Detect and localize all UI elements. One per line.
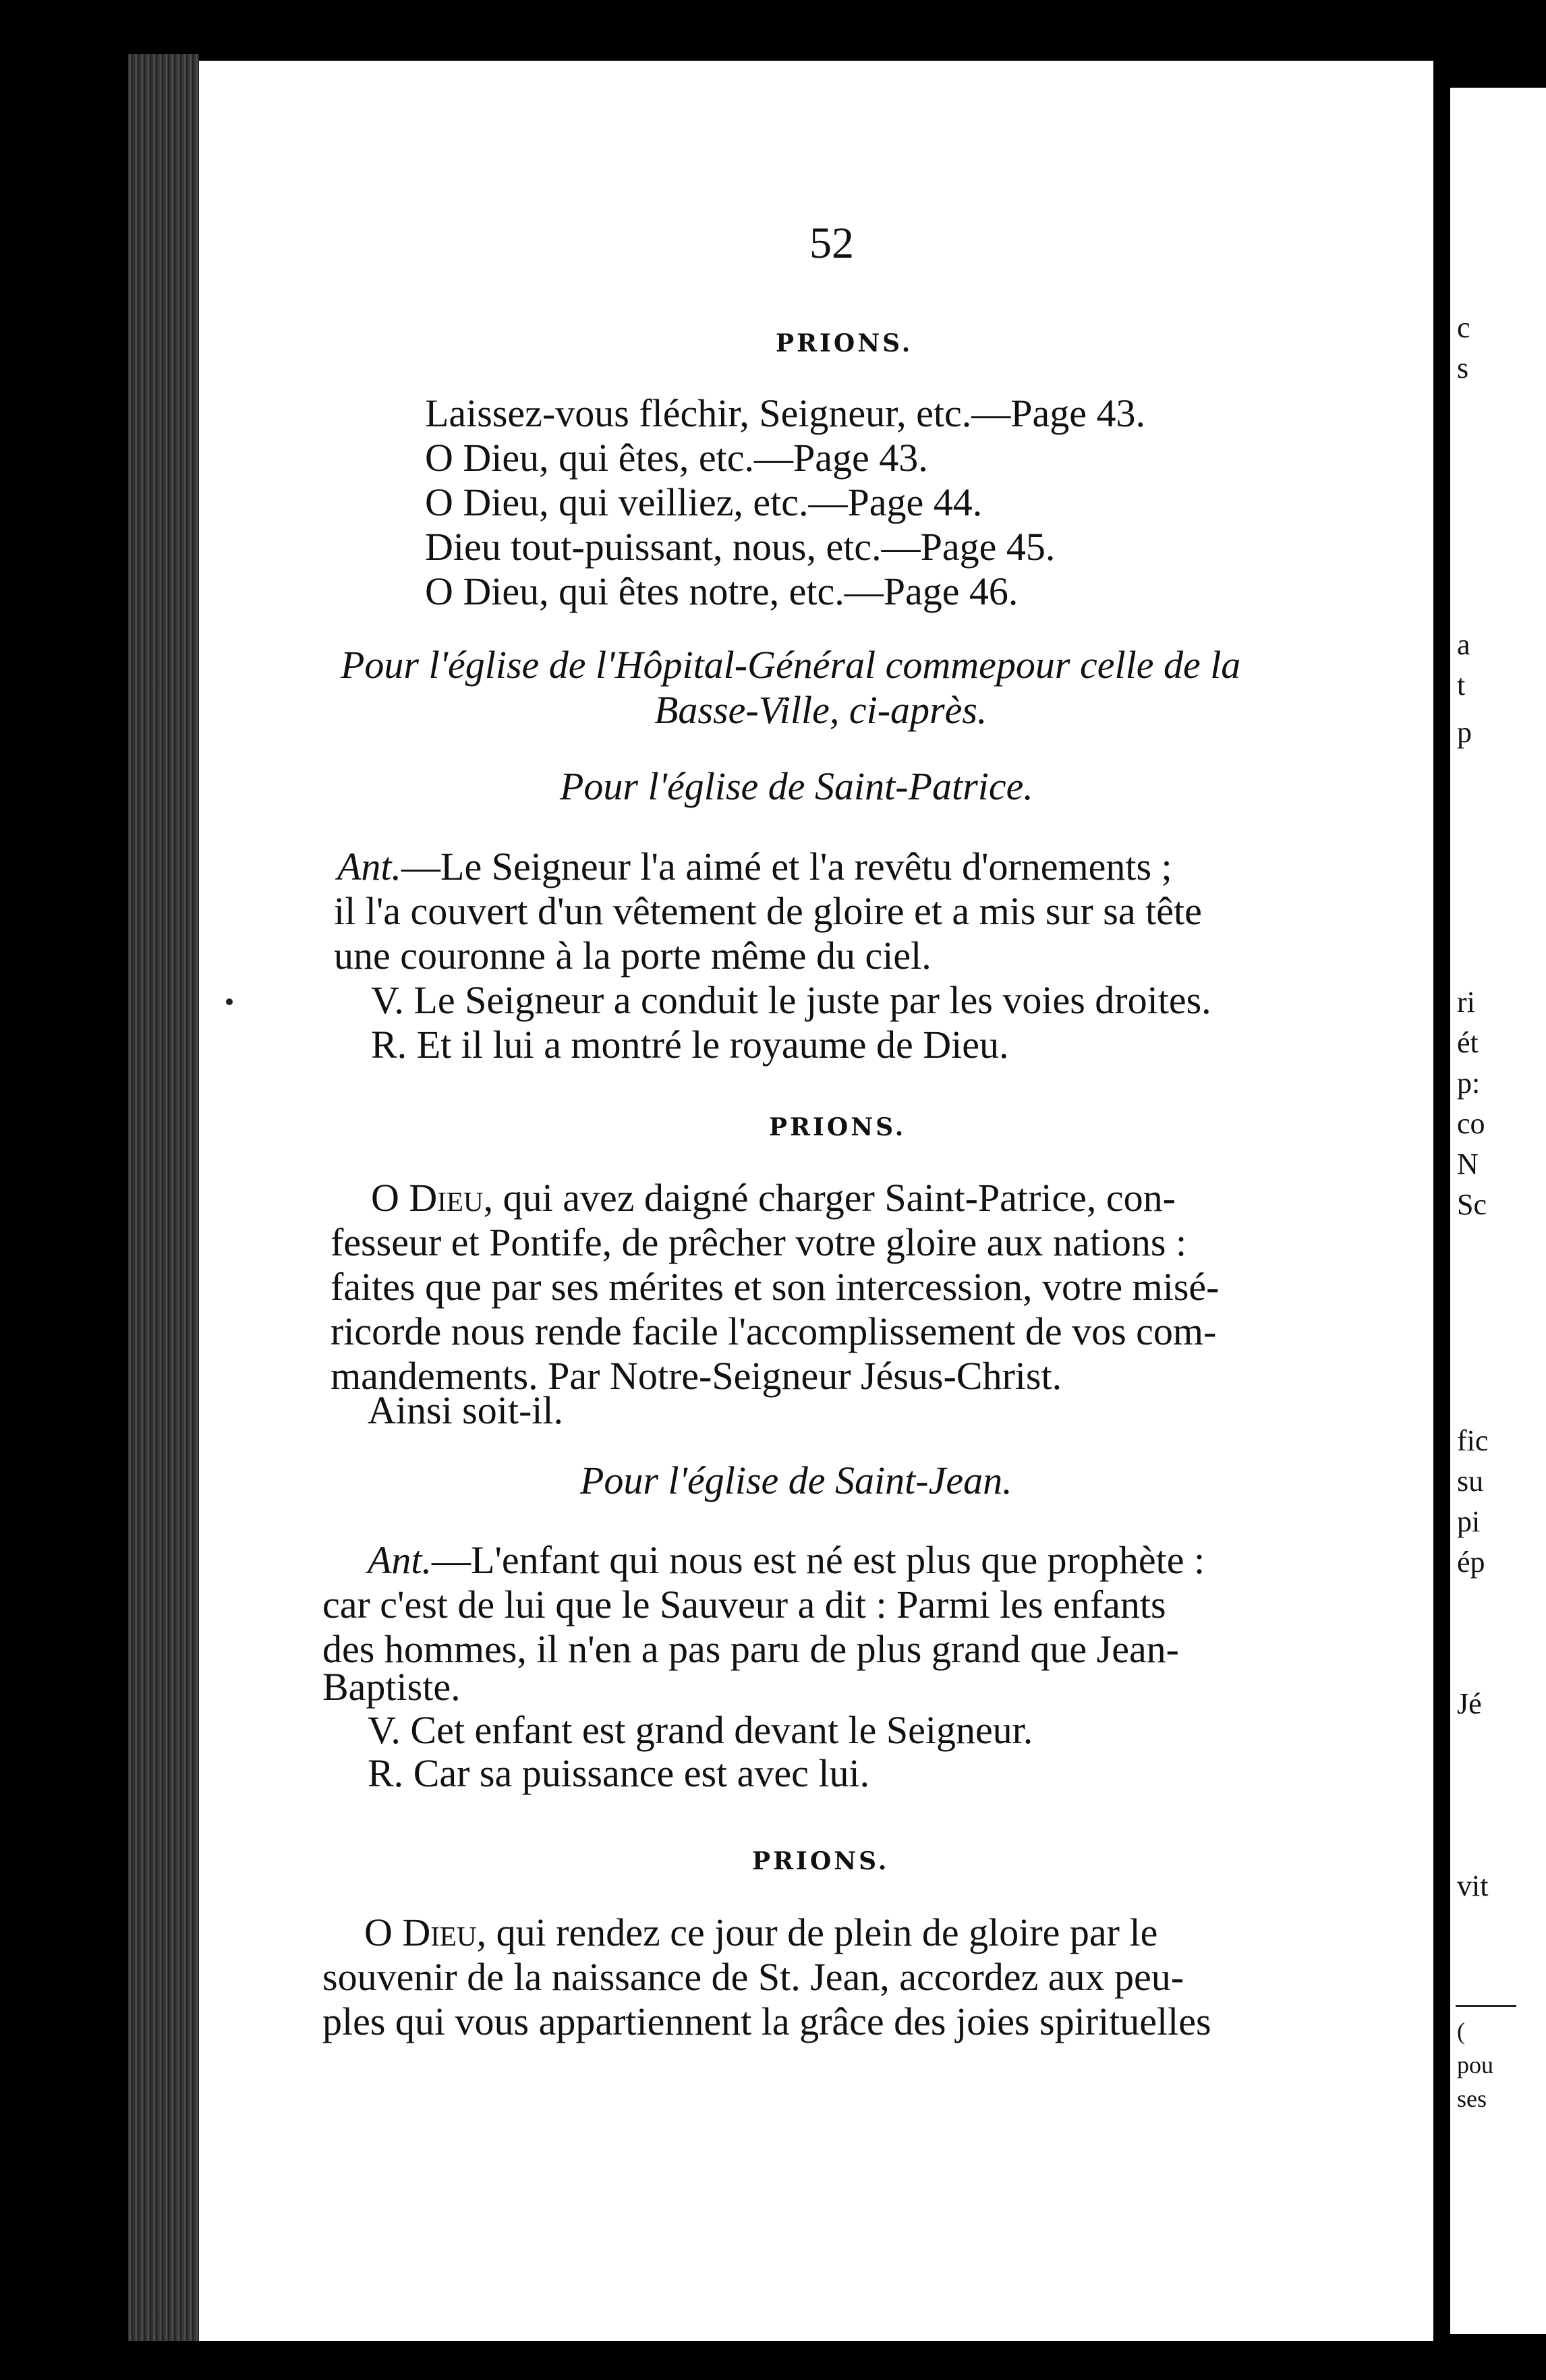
- antiphon-line: il l'a couvert d'un vêtement de gloire et a mis sur sa tête: [334, 889, 1202, 933]
- reference-line: O Dieu, qui êtes, etc.—Page 43.: [425, 436, 928, 480]
- antiphon-line: une couronne à la porte même du ciel.: [334, 934, 932, 978]
- prayer-line: ricorde nous rende facile l'accomplissement de vos com-: [331, 1309, 1217, 1353]
- fragment: pi: [1457, 1505, 1481, 1538]
- fragment: t: [1457, 669, 1466, 702]
- antiphon-line: [337, 846, 1172, 888]
- page-gutter: [1433, 61, 1450, 2341]
- fragment: N: [1457, 1148, 1479, 1181]
- prayer-line: [364, 1912, 1157, 1954]
- fragment: pou: [1457, 2051, 1493, 2078]
- section-title: Pour l'église de Saint-Jean.: [580, 1458, 1012, 1502]
- fragment: ri: [1457, 986, 1475, 1019]
- antiphon-text: —Le Seigneur l'a aimé et l'a revêtu d'ornements ;: [401, 845, 1172, 888]
- antiphon-line: [368, 1539, 1205, 1581]
- book-binding: [128, 54, 199, 2341]
- rubric-line: Basse-Ville, ci-après.: [654, 688, 987, 732]
- reference-line: Laissez-vous fléchir, Seigneur, etc.—Page 43.: [425, 391, 1146, 435]
- prayer-line: mandements. Par Notre-Seigneur Jésus-Christ.: [331, 1354, 1062, 1398]
- page-number: 52: [809, 219, 854, 268]
- prayer-dieu: Dieu: [402, 1910, 477, 1954]
- fragment: c: [1457, 311, 1470, 344]
- fragment: fic: [1457, 1424, 1489, 1457]
- prayer-line: [371, 1177, 1176, 1219]
- antiphon-line: des hommes, il n'en a pas paru de plus grand que Jean-: [322, 1627, 1179, 1671]
- section-heading: PRIONS.: [752, 1847, 890, 1875]
- fragment: p:: [1457, 1067, 1481, 1100]
- prayer-text: , qui avez daigné charger Saint-Patrice, con-: [483, 1176, 1176, 1220]
- versicle-label: V.: [368, 1708, 401, 1752]
- reference-line: Dieu tout-puissant, nous, etc.—Page 45.: [425, 525, 1056, 569]
- prayer-dieu: Dieu: [409, 1176, 484, 1220]
- response-label: R.: [368, 1751, 404, 1795]
- section-heading: PRIONS.: [776, 329, 913, 358]
- fragment: Sc: [1457, 1188, 1487, 1221]
- fragment: su: [1457, 1465, 1484, 1498]
- versicle-line: [368, 1709, 1033, 1751]
- antiphon-label: Ant.: [337, 845, 402, 888]
- fragment: Jé: [1457, 1687, 1482, 1720]
- section-heading: PRIONS.: [769, 1113, 907, 1141]
- antiphon-line: car c'est de lui que le Sauveur a dit : Parmi les enfants: [322, 1583, 1166, 1626]
- margin-mark: [226, 998, 233, 1005]
- response-text: Car sa puissance est avec lui.: [413, 1751, 870, 1795]
- response-line: [371, 1024, 1008, 1066]
- versicle-text: Le Seigneur a conduit le juste par les voies droites.: [413, 978, 1211, 1022]
- fragment: ét: [1457, 1026, 1479, 1059]
- next-page-edge: [1450, 88, 1546, 2334]
- rubric-line: Pour l'église de l'Hôpital-Général commepour celle de la: [341, 643, 1241, 687]
- versicle-text: Cet enfant est grand devant le Seigneur.: [410, 1708, 1033, 1752]
- response-line: [368, 1753, 869, 1794]
- prayer-line: Ainsi soit-il.: [368, 1388, 564, 1432]
- fragment: s: [1457, 351, 1469, 385]
- versicle-line: [371, 980, 1211, 1021]
- response-text: Et il lui a montré le royaume de Dieu.: [416, 1023, 1009, 1067]
- fragment: a: [1457, 628, 1470, 661]
- fragment: ép: [1457, 1546, 1485, 1579]
- antiphon-text: —L'enfant qui nous est né est plus que prophète :: [432, 1538, 1205, 1582]
- prayer-text: , qui rendez ce jour de plein de gloire par le: [476, 1910, 1158, 1954]
- fragment: (: [1457, 2018, 1465, 2045]
- prayer-line: ples qui vous appartiennent la grâce des joies spirituelles: [322, 2000, 1211, 2043]
- fragment: p: [1457, 716, 1472, 749]
- prayer-line: fesseur et Pontife, de prêcher votre gloire aux nations :: [331, 1220, 1187, 1264]
- reference-line: O Dieu, qui veilliez, etc.—Page 44.: [425, 480, 983, 524]
- response-label: R.: [371, 1023, 407, 1067]
- fragment: co: [1457, 1107, 1485, 1140]
- prayer-line: faites que par ses mérites et son intercession, votre misé-: [331, 1265, 1220, 1309]
- fragment: ses: [1457, 2085, 1487, 2112]
- reference-line: O Dieu, qui êtes notre, etc.—Page 46.: [425, 569, 1019, 613]
- antiphon-line: Baptiste.: [322, 1665, 461, 1709]
- fragment: vit: [1457, 1869, 1489, 1902]
- footnote-rule: [1456, 2005, 1516, 2007]
- antiphon-label: Ant.: [368, 1538, 432, 1582]
- versicle-label: V.: [371, 978, 404, 1022]
- prayer-o: O: [364, 1910, 403, 1954]
- prayer-line: souvenir de la naissance de St. Jean, accordez aux peu-: [322, 1955, 1184, 1999]
- section-title: Pour l'église de Saint-Patrice.: [560, 764, 1033, 808]
- prayer-o: O: [371, 1176, 409, 1220]
